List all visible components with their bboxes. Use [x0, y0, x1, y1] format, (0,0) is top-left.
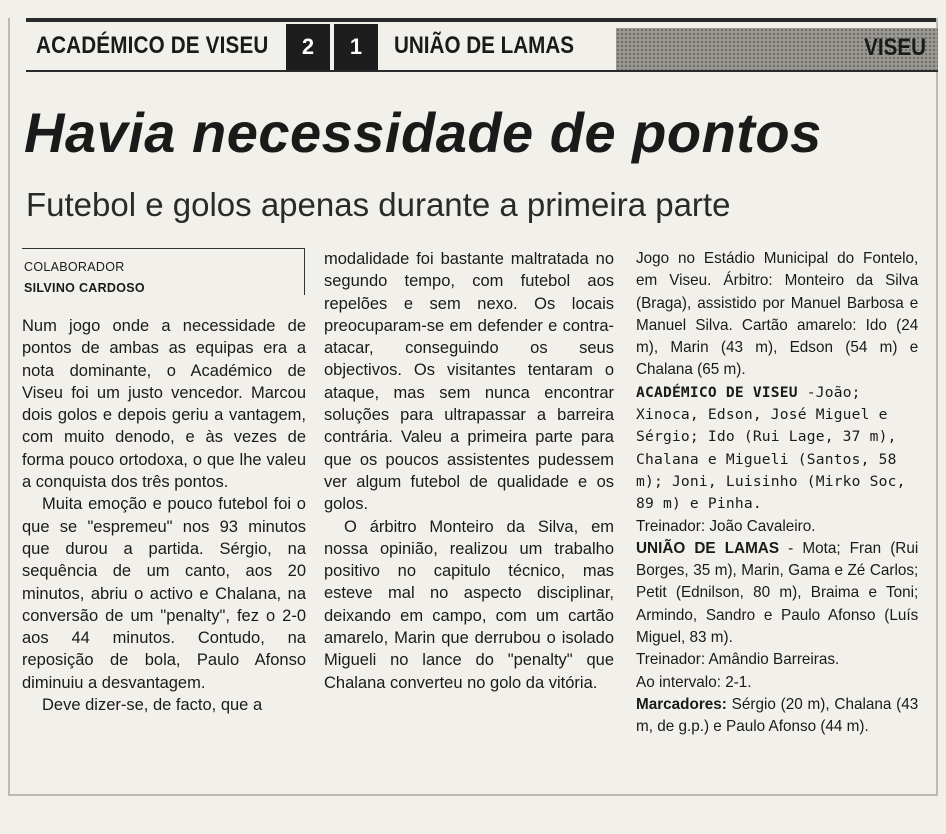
home-score: 2 — [286, 24, 330, 70]
scorers-list: Sérgio (20 m), Chalana (43 m, de g.p.) e Paulo Afonso (44 m). — [636, 695, 919, 736]
article-column-1 — [22, 248, 306, 716]
paragraph: O árbitro Monteiro da Silva, em nossa opinião, realizou um trabalho positivo no capitulo técnico, mas esteve mal no aspecto disciplinar, deixando em campo, com um cartão amarelo, Marin que derrubou o isolado Migueli no lance do "penalty" que Chalana converteu no golo da vitória. — [324, 517, 614, 692]
paragraph: modalidade foi bastante maltratada no segundo tempo, com futebol aos repelões e sem nexo. Os locais preocuparam-se em defender e contra-atacar, conseguindo os seus objectivos. Os visitantes tentaram o ataque, mas sem nunca encontrar soluções para ultrapassar a barreira contrária. Valeu a primeira parte para que os poucos assistentes pudessem ver algum futebol de qualidade e os golos. — [324, 250, 614, 514]
home-team-name: ACADÉMICO DE VISEU — [36, 32, 269, 59]
away-lineup-label: UNIÃO DE LAMAS — [636, 539, 780, 557]
paragraph: Muita emoção e pouco futebol foi o que se "espremeu" nos 93 minutos que durou a partida. Sérgio, na sequência de um canto, aos 20 minutos, abriu o activo e Chalana, na conversão de um "penalty", fez o 2-0 aos 44 minutos. Contudo, na reposição de bola, Paulo Afonso diminuiu a desvantagem. — [22, 495, 306, 692]
byline — [22, 248, 305, 295]
home-lineup-players: -João; Xinoca, Edson, José Miguel e Sérgio; Ido (Rui Lage, 37 m), Chalana e Migueli (Santos, 58 m); Joni, Luisinho (Mirko Soc, 89 m) e Pinha. — [636, 383, 906, 513]
halftime-score: Ao intervalo: 2-1. — [636, 673, 752, 691]
right-border — [936, 18, 938, 794]
bottom-border — [8, 794, 938, 796]
byline-role: COLABORADOR — [24, 260, 125, 274]
scorers-label: Marcadores: — [636, 695, 727, 713]
match-info: Jogo no Estádio Municipal do Fontelo, em Viseu. Árbitro: Monteiro da Silva (Braga), assistido por Manuel Barbosa e Manuel Silva. Cartão amarelo: Ido (24 m), Marin (43 m), Edson (54 m) e Chalana (65 m). — [636, 250, 919, 379]
home-lineup-label: ACADÉMICO DE VISEU — [636, 383, 798, 401]
subheadline: Futebol e golos apenas durante a primeira parte — [26, 186, 731, 223]
headline: Havia necessidade de pontos — [24, 101, 822, 164]
scorers — [636, 694, 918, 739]
away-lineup — [636, 538, 918, 649]
away-coach: Treinador: Amândio Barreiras. — [636, 651, 840, 669]
home-lineup — [636, 382, 924, 516]
top-rule — [26, 18, 938, 22]
left-border — [8, 18, 10, 794]
paragraph: Deve dizer-se, de facto, que a — [42, 696, 263, 715]
away-score: 1 — [334, 24, 378, 70]
match-location: VISEU — [864, 34, 926, 61]
article-column-2 — [324, 248, 614, 694]
score-bar — [26, 24, 938, 70]
away-lineup-players: - Mota; Fran (Rui Borges, 35 m), Marin, Gama e Zé Carlos; Petit (Ednilson, 80 m), Braima e Toni; Armindo, Sandro e Paulo Afonso (Luís Miguel, 83 m). — [636, 539, 919, 647]
away-team-name: UNIÃO DE LAMAS — [394, 32, 575, 59]
score-bar-rule — [26, 70, 938, 72]
match-sheet-column — [636, 248, 924, 739]
paragraph: Num jogo onde a necessidade de pontos de ambas as equipas era a nota dominante, o Académico de Viseu foi um justo vencedor. Marcou dois golos e depois geriu a vantagem, com muito denodo, e às vezes de forma pouco ortodoxa, o que lhe valeu a conquista dos três pontos. — [22, 317, 306, 492]
byline-name: SILVINO CARDOSO — [24, 281, 145, 295]
home-coach: Treinador: João Cavaleiro. — [636, 517, 816, 535]
